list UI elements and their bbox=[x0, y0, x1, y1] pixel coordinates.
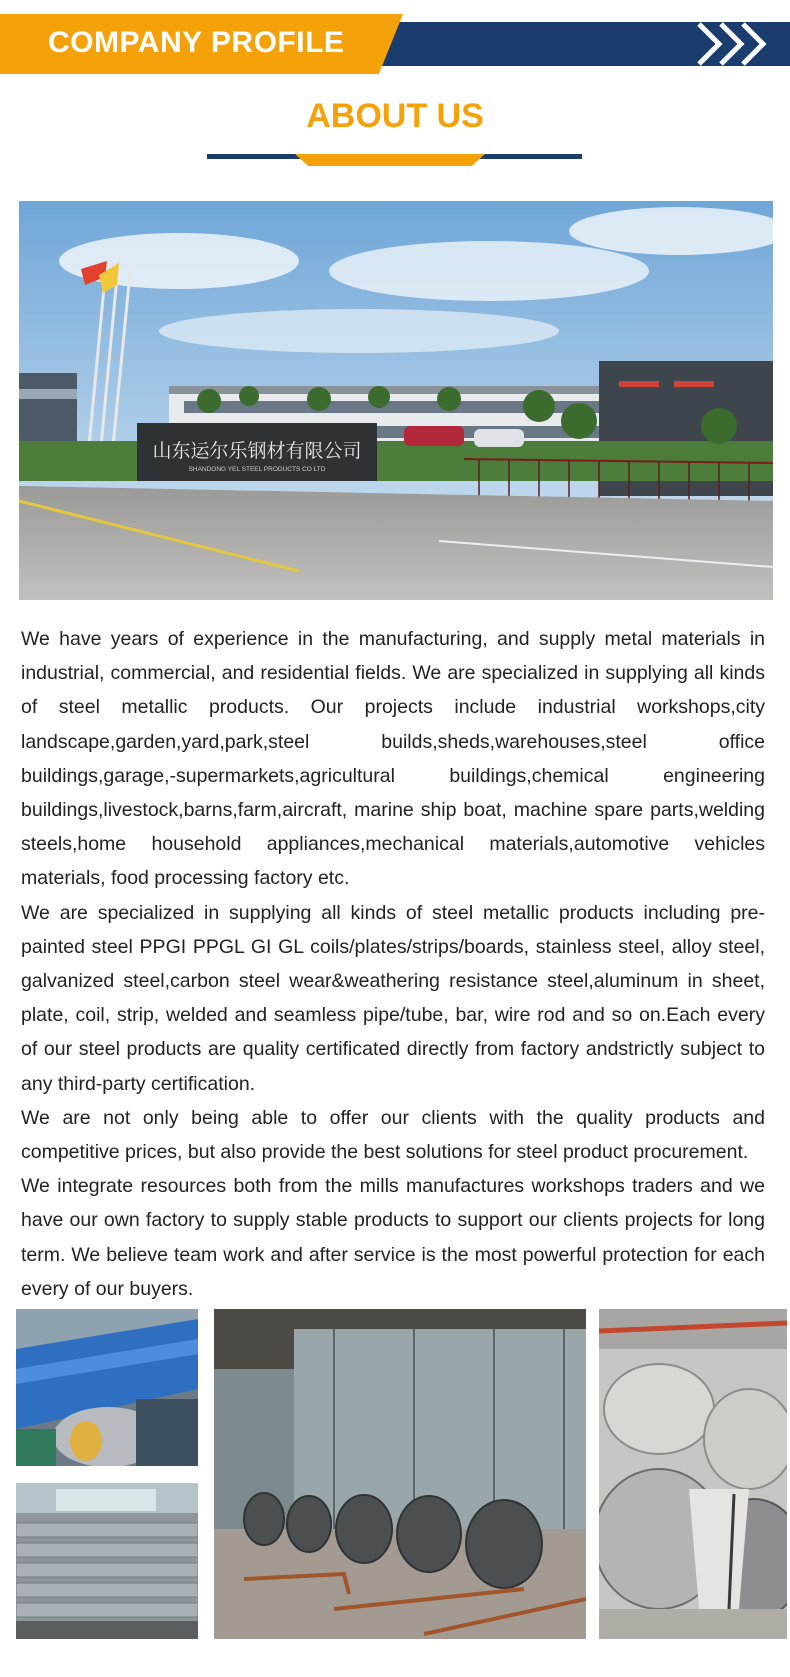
company-sign-en: SHANDONG YEL STEEL PRODUCTS CO LTD bbox=[188, 466, 326, 473]
about-paragraph-3: We are not only being able to offer our clients with the quality products and competitive prices, but also provide the best solutions for steel product procurement. bbox=[21, 1106, 765, 1164]
about-body bbox=[21, 622, 765, 1306]
triple-chevron-right-icon bbox=[693, 20, 773, 68]
company-profile-banner bbox=[0, 14, 790, 74]
gallery-photo-hot-rolled-coils bbox=[214, 1309, 586, 1639]
about-paragraph-4: We integrate resources both from the mills manufactures workshops traders and we have our own factory to supply stable products to support our clients projects for long term. We believe team work and after service is the most powerful protection for each every of our buyers. bbox=[21, 1175, 765, 1300]
company-sign-cn: 山东运尔乐钢材有限公司 bbox=[152, 440, 362, 462]
gallery-photo-ppgi-coil bbox=[16, 1309, 198, 1466]
about-paragraph-1: We have years of experience in the manufacturing, and supply metal materials in industrial, commercial, and residential fields. We are specialized in supplying all kinds of steel metallic products. Our projects include industrial workshops,city landscape,garden,yard,park,steel builds,sheds,warehouses,steel office buildings,garage,-supermarkets,agricultural buildings,chemical engineering buildings,livestock,barns,farm,aircraft, marine ship boat, machine spare parts,welding steels,home household appliances,mechanical materials,automotive vehicles materials, food processing factory etc. bbox=[21, 628, 765, 890]
about-paragraph-2: We are specialized in supplying all kinds of steel metallic products including pre-painted steel PPGI PPGL GI GL coils/plates/strips/boards, stainless steel, alloy steel, galvanized steel,carbon steel wear&weathering resistance steel,aluminum in sheet, plate, coil, strip, welded and seamless pipe/tube, bar, wire rod and so on.Each every of our steel products are quality certificated directly from factory andstrictly subject to any third-party certification. bbox=[21, 901, 765, 1095]
factory-photo bbox=[19, 201, 773, 600]
section-title: ABOUT US bbox=[306, 97, 484, 135]
gallery-photo-stainless-coils bbox=[599, 1309, 787, 1639]
gallery-photo-steel-sheets bbox=[16, 1483, 198, 1639]
banner-title: COMPANY PROFILE bbox=[48, 26, 345, 59]
section-title-accent bbox=[295, 154, 485, 166]
